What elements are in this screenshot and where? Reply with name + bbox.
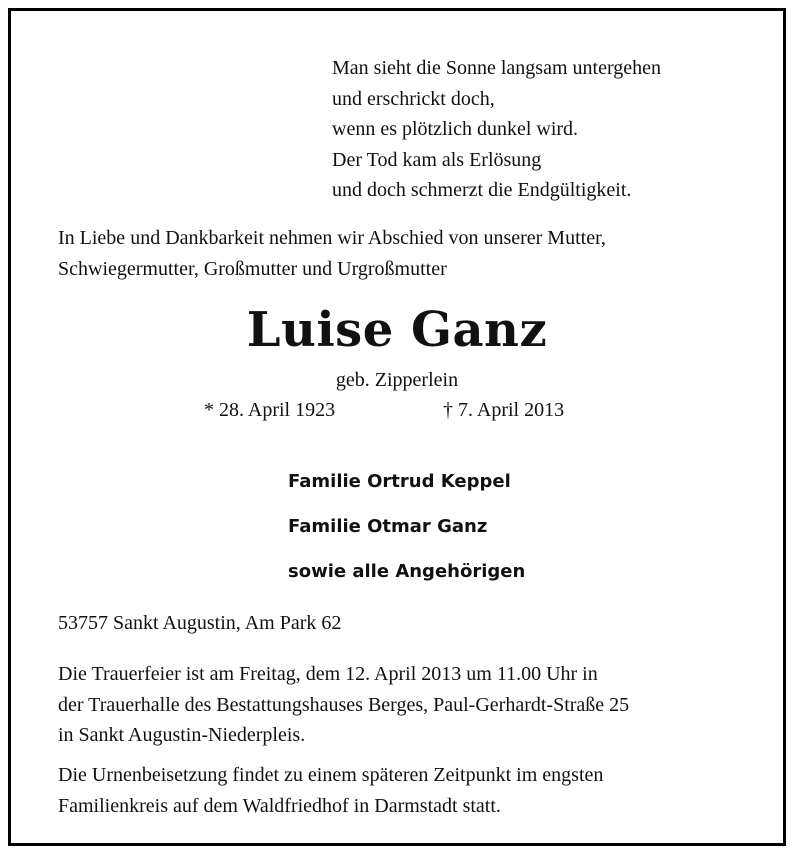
obituary-notice: [8, 8, 786, 846]
poem-line: und doch schmerzt die Endgültigkeit.: [332, 179, 632, 201]
death-date: † 7. April 2013: [443, 399, 565, 421]
poem: [332, 53, 661, 206]
farewell-intro: [58, 223, 606, 285]
poem-line: Man sieht die Sonne langsam untergehen: [332, 57, 662, 79]
funeral-line: Die Trauerfeier ist am Freitag, dem 12. April 2013 um 11.00 Uhr in: [58, 663, 598, 685]
address: 53757 Sankt Augustin, Am Park 62: [58, 612, 342, 634]
mourners-list: [288, 459, 525, 594]
poem-line: und erschrickt doch,: [332, 87, 495, 110]
mourner-entry: sowie alle Angehörigen: [288, 561, 526, 582]
mourner-entry: Familie Otmar Ganz: [288, 516, 488, 537]
intro-line: Schwiegermutter, Großmutter und Urgroßmutter: [58, 258, 447, 280]
birth-date: * 28. April 1923: [204, 399, 336, 421]
birth-name: geb. Zipperlein: [335, 369, 459, 391]
poem-line: wenn es plötzlich dunkel wird.: [332, 118, 579, 140]
mourner-entry: Familie Ortrud Keppel: [288, 471, 511, 492]
deceased-name: Luise Ganz: [246, 302, 548, 358]
funeral-info: [58, 659, 629, 751]
funeral-line: der Trauerhalle des Bestattungshauses Berges, Paul-Gerhardt-Straße 25: [58, 693, 630, 716]
burial-line: Die Urnenbeisetzung findet zu einem späteren Zeitpunkt im engsten: [58, 764, 604, 786]
funeral-line: in Sankt Augustin-Niederpleis.: [58, 724, 306, 746]
intro-line: In Liebe und Dankbarkeit nehmen wir Abschied von unserer Mutter,: [58, 227, 606, 249]
poem-line: Der Tod kam als Erlösung: [332, 148, 542, 171]
burial-info: [58, 760, 603, 821]
burial-line: Familienkreis auf dem Waldfriedhof in Darmstadt statt.: [58, 794, 501, 817]
